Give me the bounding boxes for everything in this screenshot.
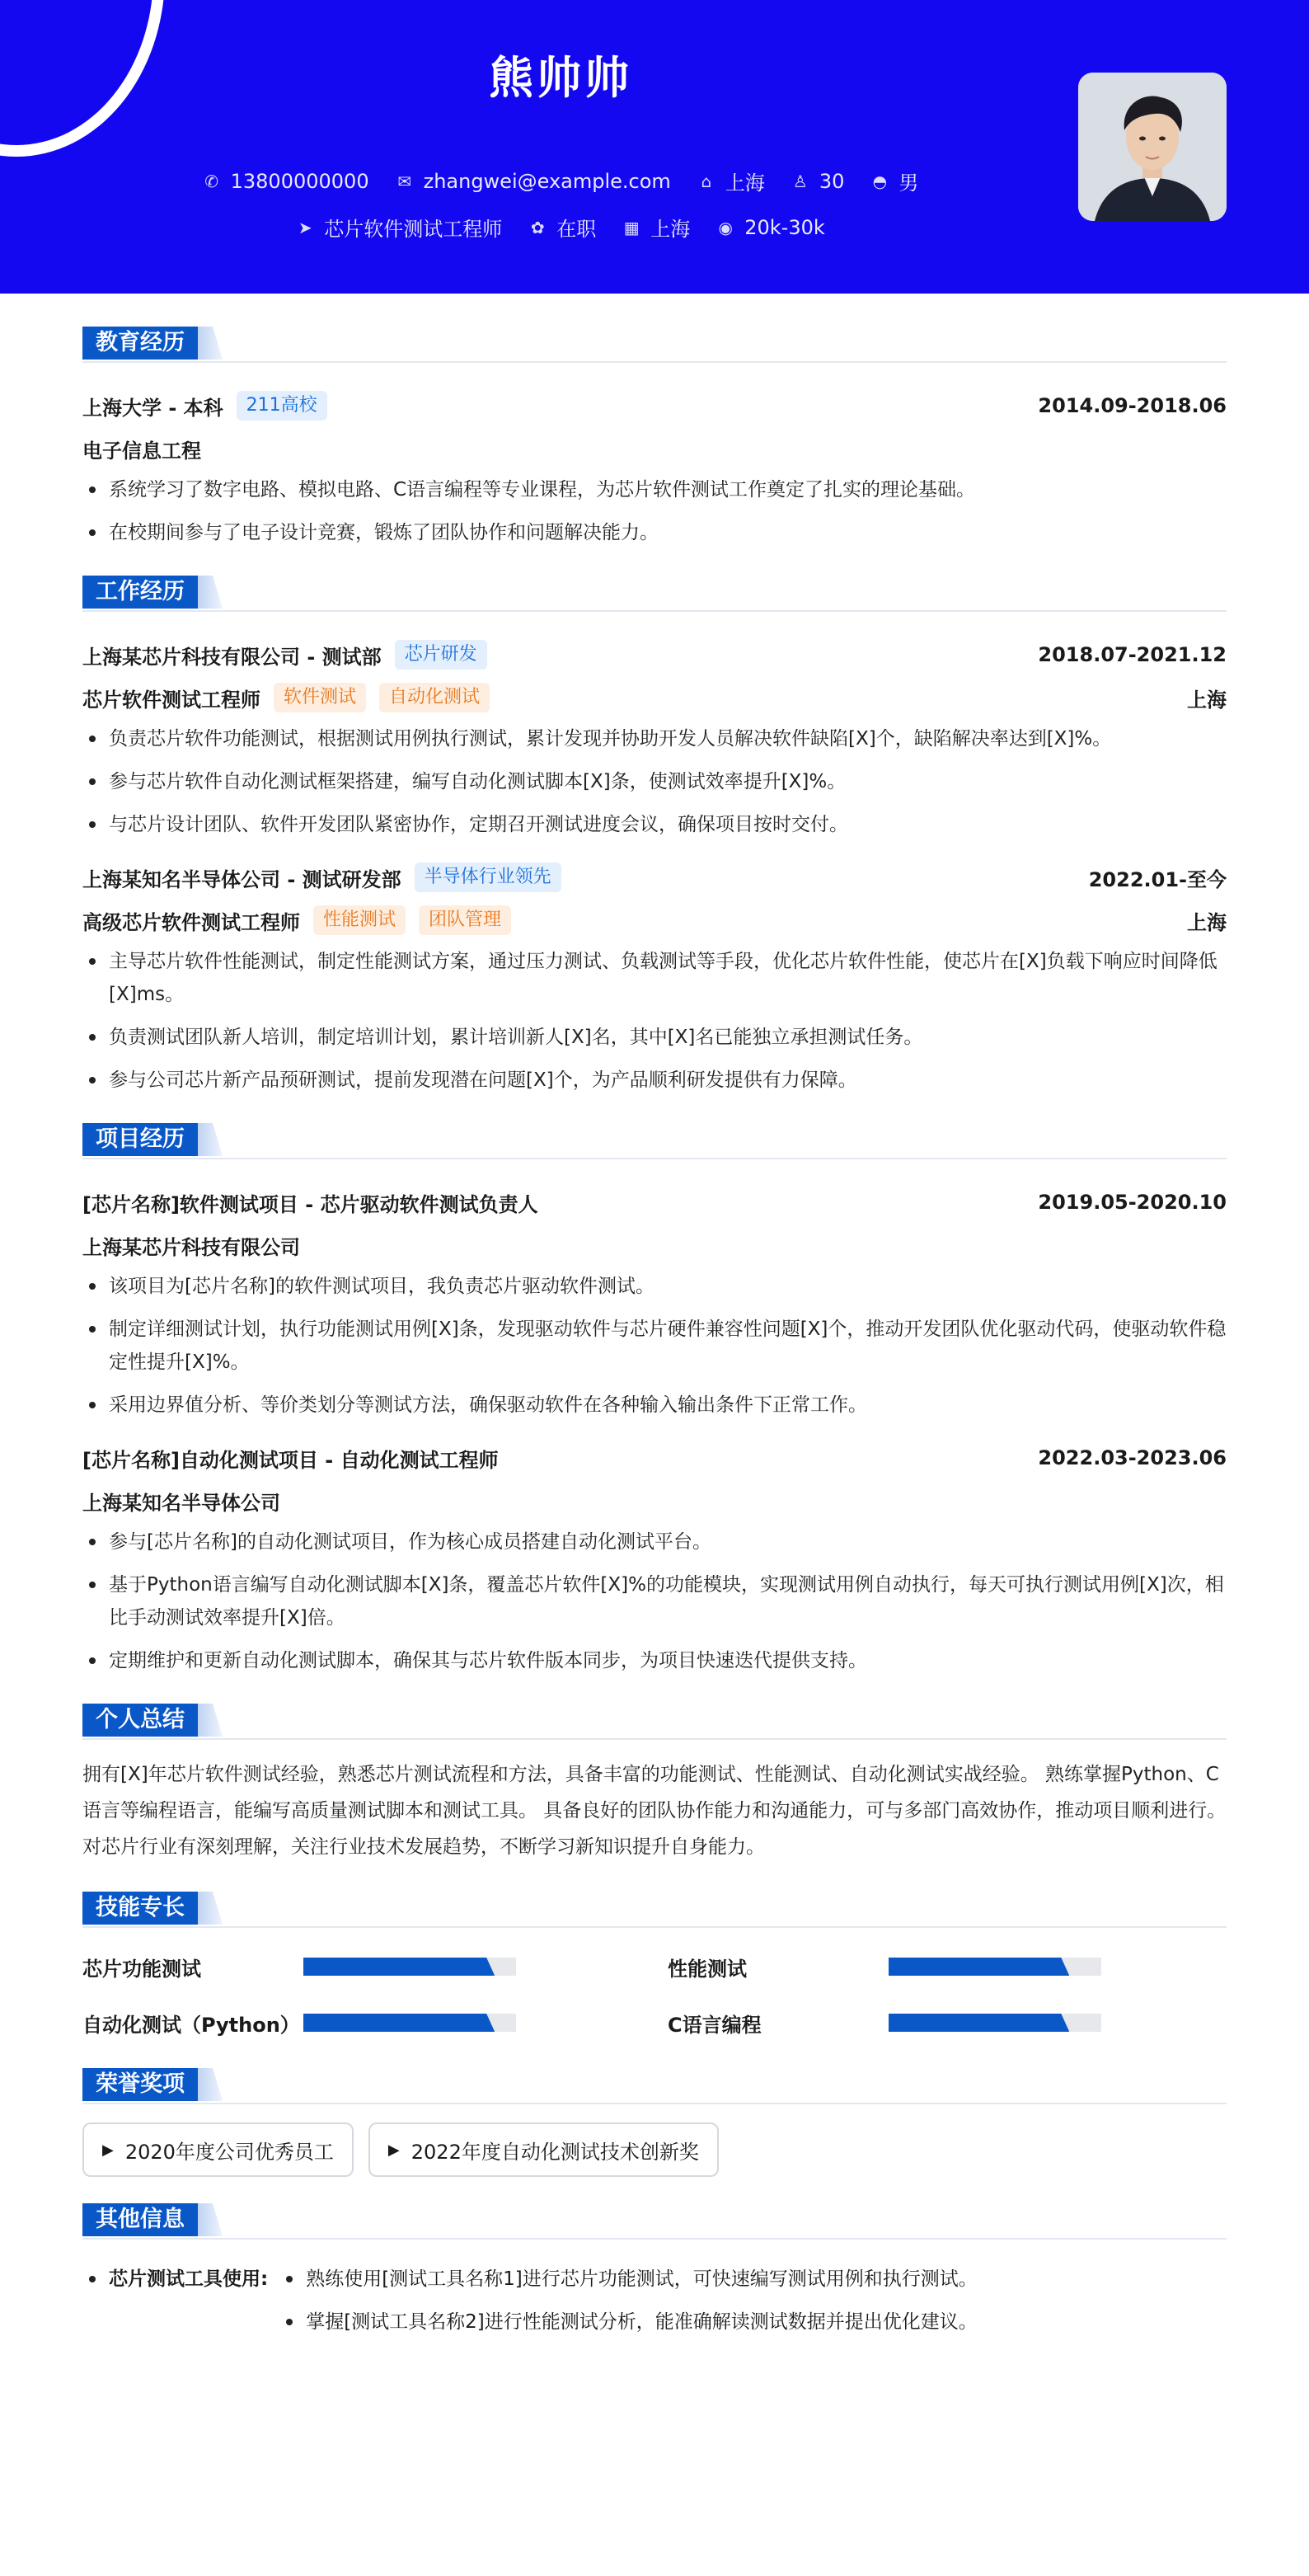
education-bullets: [82, 473, 1227, 549]
work-section: [82, 572, 1227, 1097]
summary-text: 拥有[X]年芯片软件测试经验，熟悉芯片测试流程和方法，具备丰富的功能测试、性能测试、自动化测试实战经验。 熟练掌握Python、C语言等编程语言，能编写高质量测试脚本和测试工具。 具备良好的团队协作能力和沟通能力，可与多部门高效协作，推动项目顺利进行。 对芯片行业有深刻理解，关注行业技术发展趋势，不断学习新知识提升自身能力。: [82, 1764, 1227, 1858]
school-tag: 211高校: [237, 391, 327, 421]
play-icon: ▶: [387, 2141, 400, 2159]
project-company-row: [82, 1224, 1227, 1267]
info-item: [716, 216, 825, 239]
info-text: 男: [898, 172, 919, 195]
section-title-decoration: [198, 327, 223, 360]
tools-list: [279, 2258, 978, 2343]
section-header: [82, 2065, 1227, 2104]
work-entry: [82, 856, 1227, 1097]
project-date: 2022.03-2023.06: [1038, 1446, 1227, 1469]
section-header: [82, 1700, 1227, 1740]
skill-bar-track: [889, 1958, 1101, 1976]
skill-name: C语言编程: [668, 2013, 762, 2037]
awards-section: [82, 2065, 1227, 2177]
section-title-decoration: [198, 576, 223, 609]
skill-name: 性能测试: [668, 1957, 747, 1981]
bullet-item: 参与[芯片名称]的自动化测试项目，作为核心成员搭建自动化测试平台。: [82, 1525, 1227, 1558]
role-title: 高级芯片软件测试工程师: [82, 910, 300, 934]
project-title-row: [82, 1436, 1227, 1479]
award-item: [82, 2122, 354, 2177]
education-date: 2014.09-2018.06: [1038, 394, 1227, 417]
contact-row: [0, 167, 1121, 195]
section-title-decoration: [198, 1704, 223, 1737]
skill-bar-fill: [889, 2014, 1069, 2032]
role-tag: 性能测试: [313, 905, 406, 935]
award-list: [82, 2122, 1227, 2177]
school-name: 上海大学 - 本科: [82, 396, 223, 420]
major: 电子信息工程: [82, 439, 201, 463]
bullet-item: 采用边界值分析、等价类划分等测试方法，确保驱动软件在各种输入输出条件下正常工作。: [82, 1389, 1227, 1422]
info-item: [203, 170, 369, 193]
section-title-decoration: [198, 2068, 223, 2101]
skill-name: 自动化测试（Python）: [82, 2013, 300, 2037]
section-header: [82, 1888, 1227, 1928]
project-company: 上海某芯片科技有限公司: [82, 1235, 300, 1259]
section-header: [82, 1120, 1227, 1159]
send-icon: ➤: [298, 217, 312, 237]
skill-bar-track: [303, 2014, 516, 2032]
summary-section: [82, 1700, 1227, 1865]
work-role-row: [82, 676, 1227, 719]
project-date: 2019.05-2020.10: [1038, 1191, 1227, 1214]
bullet-item: 负责芯片软件功能测试，根据测试用例执行测试，累计发现并协助开发人员解决软件缺陷[X]个，缺陷解决率达到[X]%。: [82, 722, 1227, 755]
play-icon: ▶: [102, 2141, 114, 2159]
work-company-row: [82, 633, 1227, 676]
section-header: [82, 323, 1227, 363]
section-title: 个人总结: [82, 1704, 198, 1737]
company-tag: 芯片研发: [395, 640, 487, 670]
section-title: 技能专长: [82, 1892, 198, 1925]
role-tag: 团队管理: [419, 905, 511, 935]
project-bullets: [82, 1270, 1227, 1422]
role-tag: 软件测试: [274, 683, 366, 712]
age-icon: ♙: [792, 171, 808, 191]
bullet-item: 系统学习了数字电路、模拟电路、C语言编程等专业课程，为芯片软件测试工作奠定了扎实的理论基础。: [82, 473, 1227, 506]
work-entry: [82, 633, 1227, 841]
gender-icon: ◓: [872, 171, 888, 191]
resume-header: [0, 0, 1309, 294]
info-text: 13800000000: [230, 169, 369, 193]
company-group: [82, 640, 487, 670]
project-entry: [82, 1181, 1227, 1422]
info-text: 30: [819, 169, 845, 193]
skill-item: [82, 1948, 668, 1986]
award-label: 2020年度公司优秀员工: [124, 2140, 334, 2164]
bullet-item: 负责测试团队新人培训，制定培训计划，累计培训新人[X]名，其中[X]名已能独立承担测试任务。: [82, 1021, 1227, 1054]
skill-bar-track: [303, 1958, 516, 1976]
skill-bar-fill: [889, 1958, 1069, 1976]
project-company-row: [82, 1479, 1227, 1522]
company-group: [82, 863, 561, 892]
work-location: 上海: [1187, 688, 1227, 712]
tools-label: 芯片测试工具使用:: [82, 2258, 268, 2343]
work-location: 上海: [1187, 910, 1227, 934]
bullet-item: 与芯片设计团队、软件开发团队紧密协作，定期召开测试进度会议，确保项目按时交付。: [82, 808, 1227, 841]
role-group: [82, 683, 490, 712]
info-text: zhangwei@example.com: [423, 169, 671, 193]
section-title-decoration: [198, 1123, 223, 1156]
skill-bar-track: [889, 2014, 1101, 2032]
other-info: [82, 2258, 1227, 2343]
bullet-item: 主导芯片软件性能测试，制定性能测试方案，通过压力测试、负载测试等手段，优化芯片软件性能，使芯片在[X]负载下响应时间降低[X]ms。: [82, 945, 1227, 1011]
info-text: 上海: [650, 218, 691, 241]
bullet-item: 制定详细测试计划，执行功能测试用例[X]条，发现驱动软件与芯片硬件兼容性问题[X]个，推动开发团队优化驱动代码，使驱动软件稳定性提升[X]%。: [82, 1313, 1227, 1379]
skill-bar-fill: [303, 1958, 495, 1976]
projects-section: [82, 1120, 1227, 1677]
company-tag: 半导体行业领先: [415, 863, 561, 892]
section-header: [82, 2200, 1227, 2240]
info-item: [396, 170, 671, 193]
section-title: 教育经历: [82, 327, 198, 360]
skill-item: [668, 2004, 1236, 2042]
skill-bar-fill: [303, 2014, 495, 2032]
skill-name: 芯片功能测试: [82, 1957, 201, 1981]
section-title: 项目经历: [82, 1123, 198, 1156]
education-entry: [82, 384, 1227, 549]
company-name: 上海某芯片科技有限公司 - 测试部: [82, 645, 382, 669]
project-entry: [82, 1436, 1227, 1677]
info-item: [697, 167, 765, 195]
project-name: [芯片名称]软件测试项目 - 芯片驱动软件测试负责人: [82, 1192, 538, 1216]
work-company-row: [82, 856, 1227, 899]
candidate-name: 熊帅帅: [489, 52, 632, 104]
skill-item: [668, 1948, 1236, 1986]
other-section: [82, 2200, 1227, 2343]
info-item: [296, 213, 502, 242]
award-item: [368, 2122, 719, 2177]
work-role-row: [82, 899, 1227, 942]
section-header: [82, 572, 1227, 612]
bullet-item: 定期维护和更新自动化测试脚本，确保其与芯片软件版本同步，为项目快速迭代提供支持。: [82, 1644, 1227, 1677]
info-item: [528, 213, 596, 242]
info-item: [622, 213, 690, 242]
bullet-item: 参与芯片软件自动化测试框架搭建，编写自动化测试脚本[X]条，使测试效率提升[X]%。: [82, 765, 1227, 798]
info-item: [870, 167, 918, 195]
tool-item: 掌握[测试工具名称2]进行性能测试分析，能准确解读测试数据并提出优化建议。: [279, 2301, 978, 2343]
bullet-item: 基于Python语言编写自动化测试脚本[X]条，覆盖芯片软件[X]%的功能模块，实现测试用例自动执行，每天可执行测试用例[X]次，相比手动测试效率提升[X]倍。: [82, 1568, 1227, 1634]
work-bullets: [82, 722, 1227, 841]
tool-item: 熟练使用[测试工具名称1]进行芯片功能测试，可快速编写测试用例和执行测试。: [279, 2258, 978, 2301]
building-icon: ▦: [623, 217, 640, 237]
work-date: 2018.07-2021.12: [1038, 643, 1227, 666]
home-icon: ⌂: [701, 171, 712, 191]
phone-icon: ✆: [204, 171, 218, 191]
section-title: 工作经历: [82, 576, 198, 609]
info-text: 上海: [725, 172, 765, 195]
section-title-decoration: [198, 1892, 223, 1925]
work-bullets: [82, 945, 1227, 1097]
info-text: 在职: [556, 218, 597, 241]
info-item: [791, 170, 845, 193]
award-label: 2022年度自动化测试技术创新奖: [411, 2140, 699, 2164]
job-intent-row: [0, 213, 1121, 242]
section-title: 荣誉奖项: [82, 2068, 198, 2101]
role-group: [82, 905, 511, 935]
project-name: [芯片名称]自动化测试项目 - 自动化测试工程师: [82, 1448, 499, 1472]
bullet-item: 该项目为[芯片名称]的软件测试项目，我负责芯片驱动软件测试。: [82, 1270, 1227, 1303]
profile-photo: [1078, 73, 1227, 221]
company-name: 上海某知名半导体公司 - 测试研发部: [82, 867, 401, 891]
skill-list: [82, 1948, 1227, 2042]
section-title-decoration: [198, 2203, 223, 2236]
work-date: 2022.01-至今: [1088, 867, 1227, 891]
section-title: 其他信息: [82, 2203, 198, 2236]
email-icon: ✉: [397, 171, 411, 191]
education-section: [82, 323, 1227, 549]
project-company: 上海某知名半导体公司: [82, 1491, 280, 1515]
status-icon: ✿: [530, 217, 545, 237]
project-bullets: [82, 1525, 1227, 1677]
skills-section: [82, 1888, 1227, 2042]
salary-icon: ◉: [718, 217, 733, 237]
skill-item: [82, 2004, 668, 2042]
project-title-row: [82, 1181, 1227, 1224]
bullet-item: 在校期间参与了电子设计竞赛，锻炼了团队协作和问题解决能力。: [82, 516, 1227, 549]
info-text: 20k-30k: [744, 215, 825, 239]
resume-body: [0, 294, 1309, 2343]
role-tag: 自动化测试: [379, 683, 490, 712]
bullet-item: 参与公司芯片新产品预研测试，提前发现潜在问题[X]个，为产品顺利研发提供有力保障。: [82, 1064, 1227, 1097]
info-text: 芯片软件测试工程师: [324, 218, 503, 241]
role-title: 芯片软件测试工程师: [82, 688, 260, 712]
